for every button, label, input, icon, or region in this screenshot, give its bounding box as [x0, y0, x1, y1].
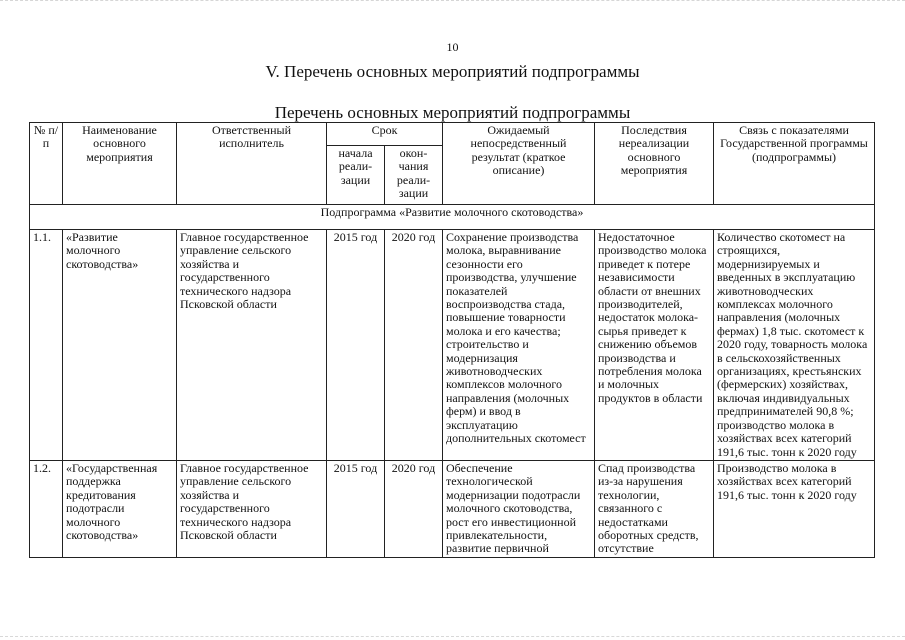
section-heading: V. Перечень основных мероприятий подпрограммы: [265, 62, 640, 81]
row-end: 2020 год: [385, 460, 443, 557]
row-number: 1.2.: [30, 460, 63, 557]
measures-table: [29, 122, 875, 558]
header-row: [30, 123, 875, 146]
row-consequences: Спад производства из-за нарушения технологии, связанного с недостатками оборотных средств, отсутствие: [595, 460, 714, 557]
row-start: 2015 год: [327, 230, 385, 461]
row-indicators: Количество скотомест на строящихся, модернизируемых и введенных в эксплуатацию животноводческих комплексах молочного направления (молочных фермах) 1,8 тыс. скотомест к 2020 году, товарность молока в сельскохозяйственных организациях, крестьянских (фермерских) хозяйствах, включая индивидуальных предпринимателей 90,8 %; производство молока в хозяйствах всех категорий 191,6 тыс. тонн к 2020 году: [714, 230, 875, 461]
row-result: Сохранение производства молока, выравнивание сезонности его производства, улучшение показателей воспроизводства стада, повышение товарности молока и его качества; строительство и модернизация животноводческих комплексов молочного направления (молочных ферм) и ввод в эксплуатацию дополнительных скотомест: [443, 230, 595, 461]
row-end: 2020 год: [385, 230, 443, 461]
header-term-start: начала реали-зации: [327, 146, 385, 205]
table-row: [30, 460, 875, 557]
table-row: [30, 230, 875, 461]
row-start: 2015 год: [327, 460, 385, 557]
header-term: Срок: [327, 123, 443, 146]
row-executor: Главное государственное управление сельского хозяйства и государственного технического надзора Псковской области: [177, 460, 327, 557]
row-result: Обеспечение технологической модернизации подотрасли молочного скотоводства, рост его инвестиционной привлекательности, развитие первичной: [443, 460, 595, 557]
row-indicators: Производство молока в хозяйствах всех категорий 191,6 тыс. тонн к 2020 году: [714, 460, 875, 557]
row-name: «Развитие молочного скотоводства»: [63, 230, 177, 461]
row-consequences: Недостаточное производство молока приведет к потере независимости области от внешних производителей, недостаток молока-сырья приведет к снижению объемов производства и потребления молока и молочных продуктов в области: [595, 230, 714, 461]
subprogram-row: [30, 205, 875, 230]
header-indicators: Связь с показателями Государственной программы (подпрограммы): [714, 123, 875, 205]
row-number: 1.1.: [30, 230, 63, 461]
table-caption: Перечень основных мероприятий подпрограммы: [274, 103, 631, 122]
header-executor: Ответственный исполнитель: [177, 123, 327, 205]
row-executor: Главное государственное управление сельского хозяйства и государственного технического надзора Псковской области: [177, 230, 327, 461]
header-consequences: Последствия нереализации основного мероприятия: [595, 123, 714, 205]
scan-top-edge: [0, 0, 905, 2]
header-name: Наименование основного мероприятия: [63, 123, 177, 205]
scan-bottom-edge: [0, 636, 905, 638]
page-number: 10: [446, 40, 459, 54]
subprogram-title: Подпрограмма «Развитие молочного скотоводства»: [30, 205, 875, 230]
row-name: «Государственная поддержка кредитования подотрасли молочного скотоводства»: [63, 460, 177, 557]
header-num: № п/п: [30, 123, 63, 205]
header-result: Ожидаемый непосредственный результат (краткое описание): [443, 123, 595, 205]
header-term-end: окон-чания реали-зации: [385, 146, 443, 205]
